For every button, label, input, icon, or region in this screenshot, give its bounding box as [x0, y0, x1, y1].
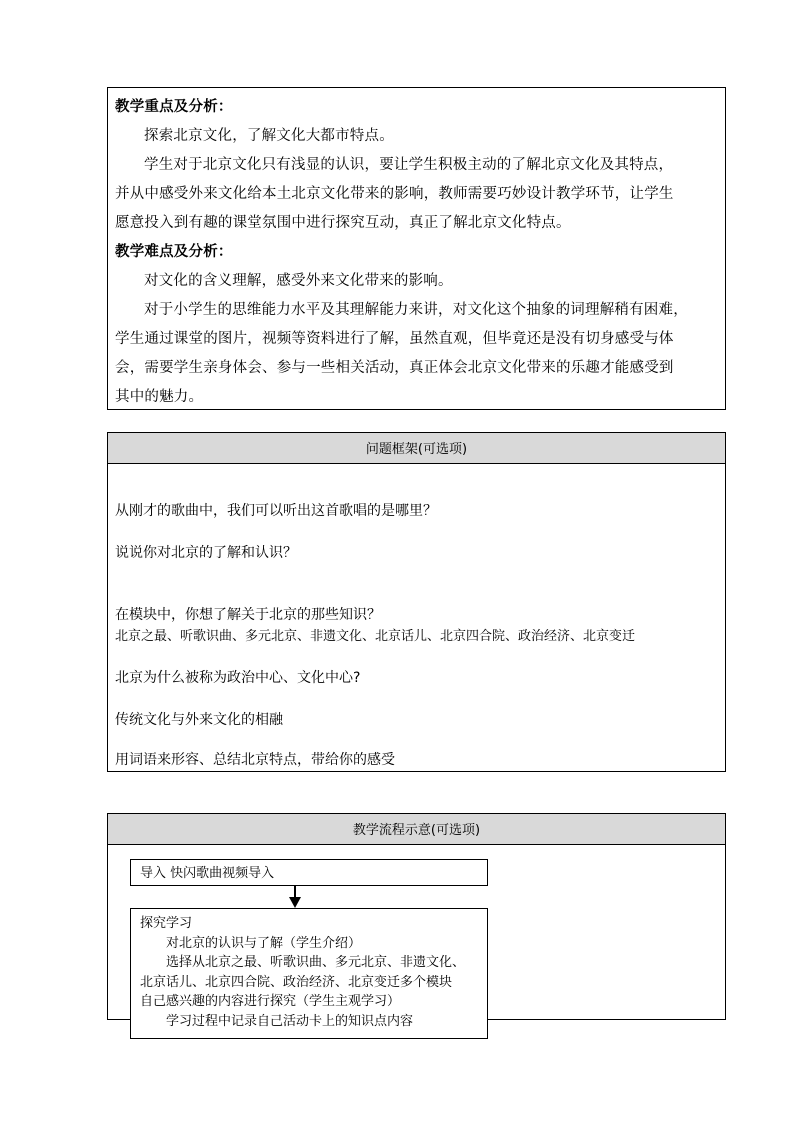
explore-title: 探究学习 [140, 916, 193, 931]
question-item: 传统文化与外来文化的相融 [115, 712, 283, 728]
explore-text: 学习过程中记录自己活动卡上的知识点内容 [166, 1013, 414, 1029]
arrow-down-icon [289, 897, 301, 908]
difficult-points-text: 其中的魅力。 [115, 389, 204, 405]
key-points-heading: 教学重点及分析： [115, 99, 233, 115]
explore-text: 对北京的认识与了解（学生介绍） [166, 935, 362, 951]
question-item: 说说你对北京的了解和认识？ [115, 545, 297, 561]
difficult-points-text: 对于小学生的思维能力水平及其理解能力来讲，对文化这个抽象的词理解稍有困难， [144, 302, 688, 318]
key-points-text: 愿意投入到有趣的课堂氛围中进行探究互动，真正了解北京文化特点。 [115, 215, 571, 231]
flow-step-explore [130, 908, 488, 1039]
explore-text: 自己感兴趣的内容进行探究（学生主观学习） [140, 994, 401, 1010]
question-item: 北京为什么被称为政治中心、文化中心? [115, 670, 361, 686]
difficult-points-heading: 教学难点及分析： [115, 244, 233, 260]
flow-step-intro: 导入 快闪歌曲视频导入 [130, 859, 488, 886]
difficult-points-summary: 对文化的含义理解，感受外来文化带来的影响。 [144, 273, 453, 289]
question-framework-box [107, 432, 726, 772]
teaching-analysis-box [107, 87, 726, 410]
question-framework-header: 问题框架(可选项) [108, 433, 725, 464]
key-points-text: 学生对于北京文化只有浅显的认识，要让学生积极主动的了解北京文化及其特点， [144, 157, 674, 173]
question-item: 在模块中，你想了解关于北京的那些知识？ [115, 607, 381, 623]
module-list: 北京之最、听歌识曲、多元北京、非遗文化、北京话儿、北京四合院、政治经济、北京变迁 [115, 629, 636, 644]
explore-text: 北京话儿、北京四合院、政治经济、北京变迁多个模块 [140, 974, 453, 990]
question-item: 用词语来形容、总结北京特点，带给你的感受 [115, 752, 395, 768]
key-points-summary: 探索北京文化，了解文化大都市特点。 [144, 128, 394, 144]
question-item: 从刚才的歌曲中，我们可以听出这首歌唱的是哪里？ [115, 503, 437, 519]
key-points-text: 并从中感受外来文化给本土北京文化带来的影响，教师需要巧妙设计教学环节，让学生 [115, 186, 674, 202]
difficult-points-text: 会，需要学生亲身体会、参与一些相关活动，真正体会北京文化带来的乐趣才能感受到 [115, 360, 674, 376]
explore-text: 选择从北京之最、听歌识曲、多元北京、非遗文化、 [166, 955, 466, 971]
teaching-flow-header: 教学流程示意(可选项) [108, 814, 725, 845]
difficult-points-text: 学生通过课堂的图片，视频等资料进行了解，虽然直观，但毕竟还是没有切身感受与体 [115, 331, 674, 347]
